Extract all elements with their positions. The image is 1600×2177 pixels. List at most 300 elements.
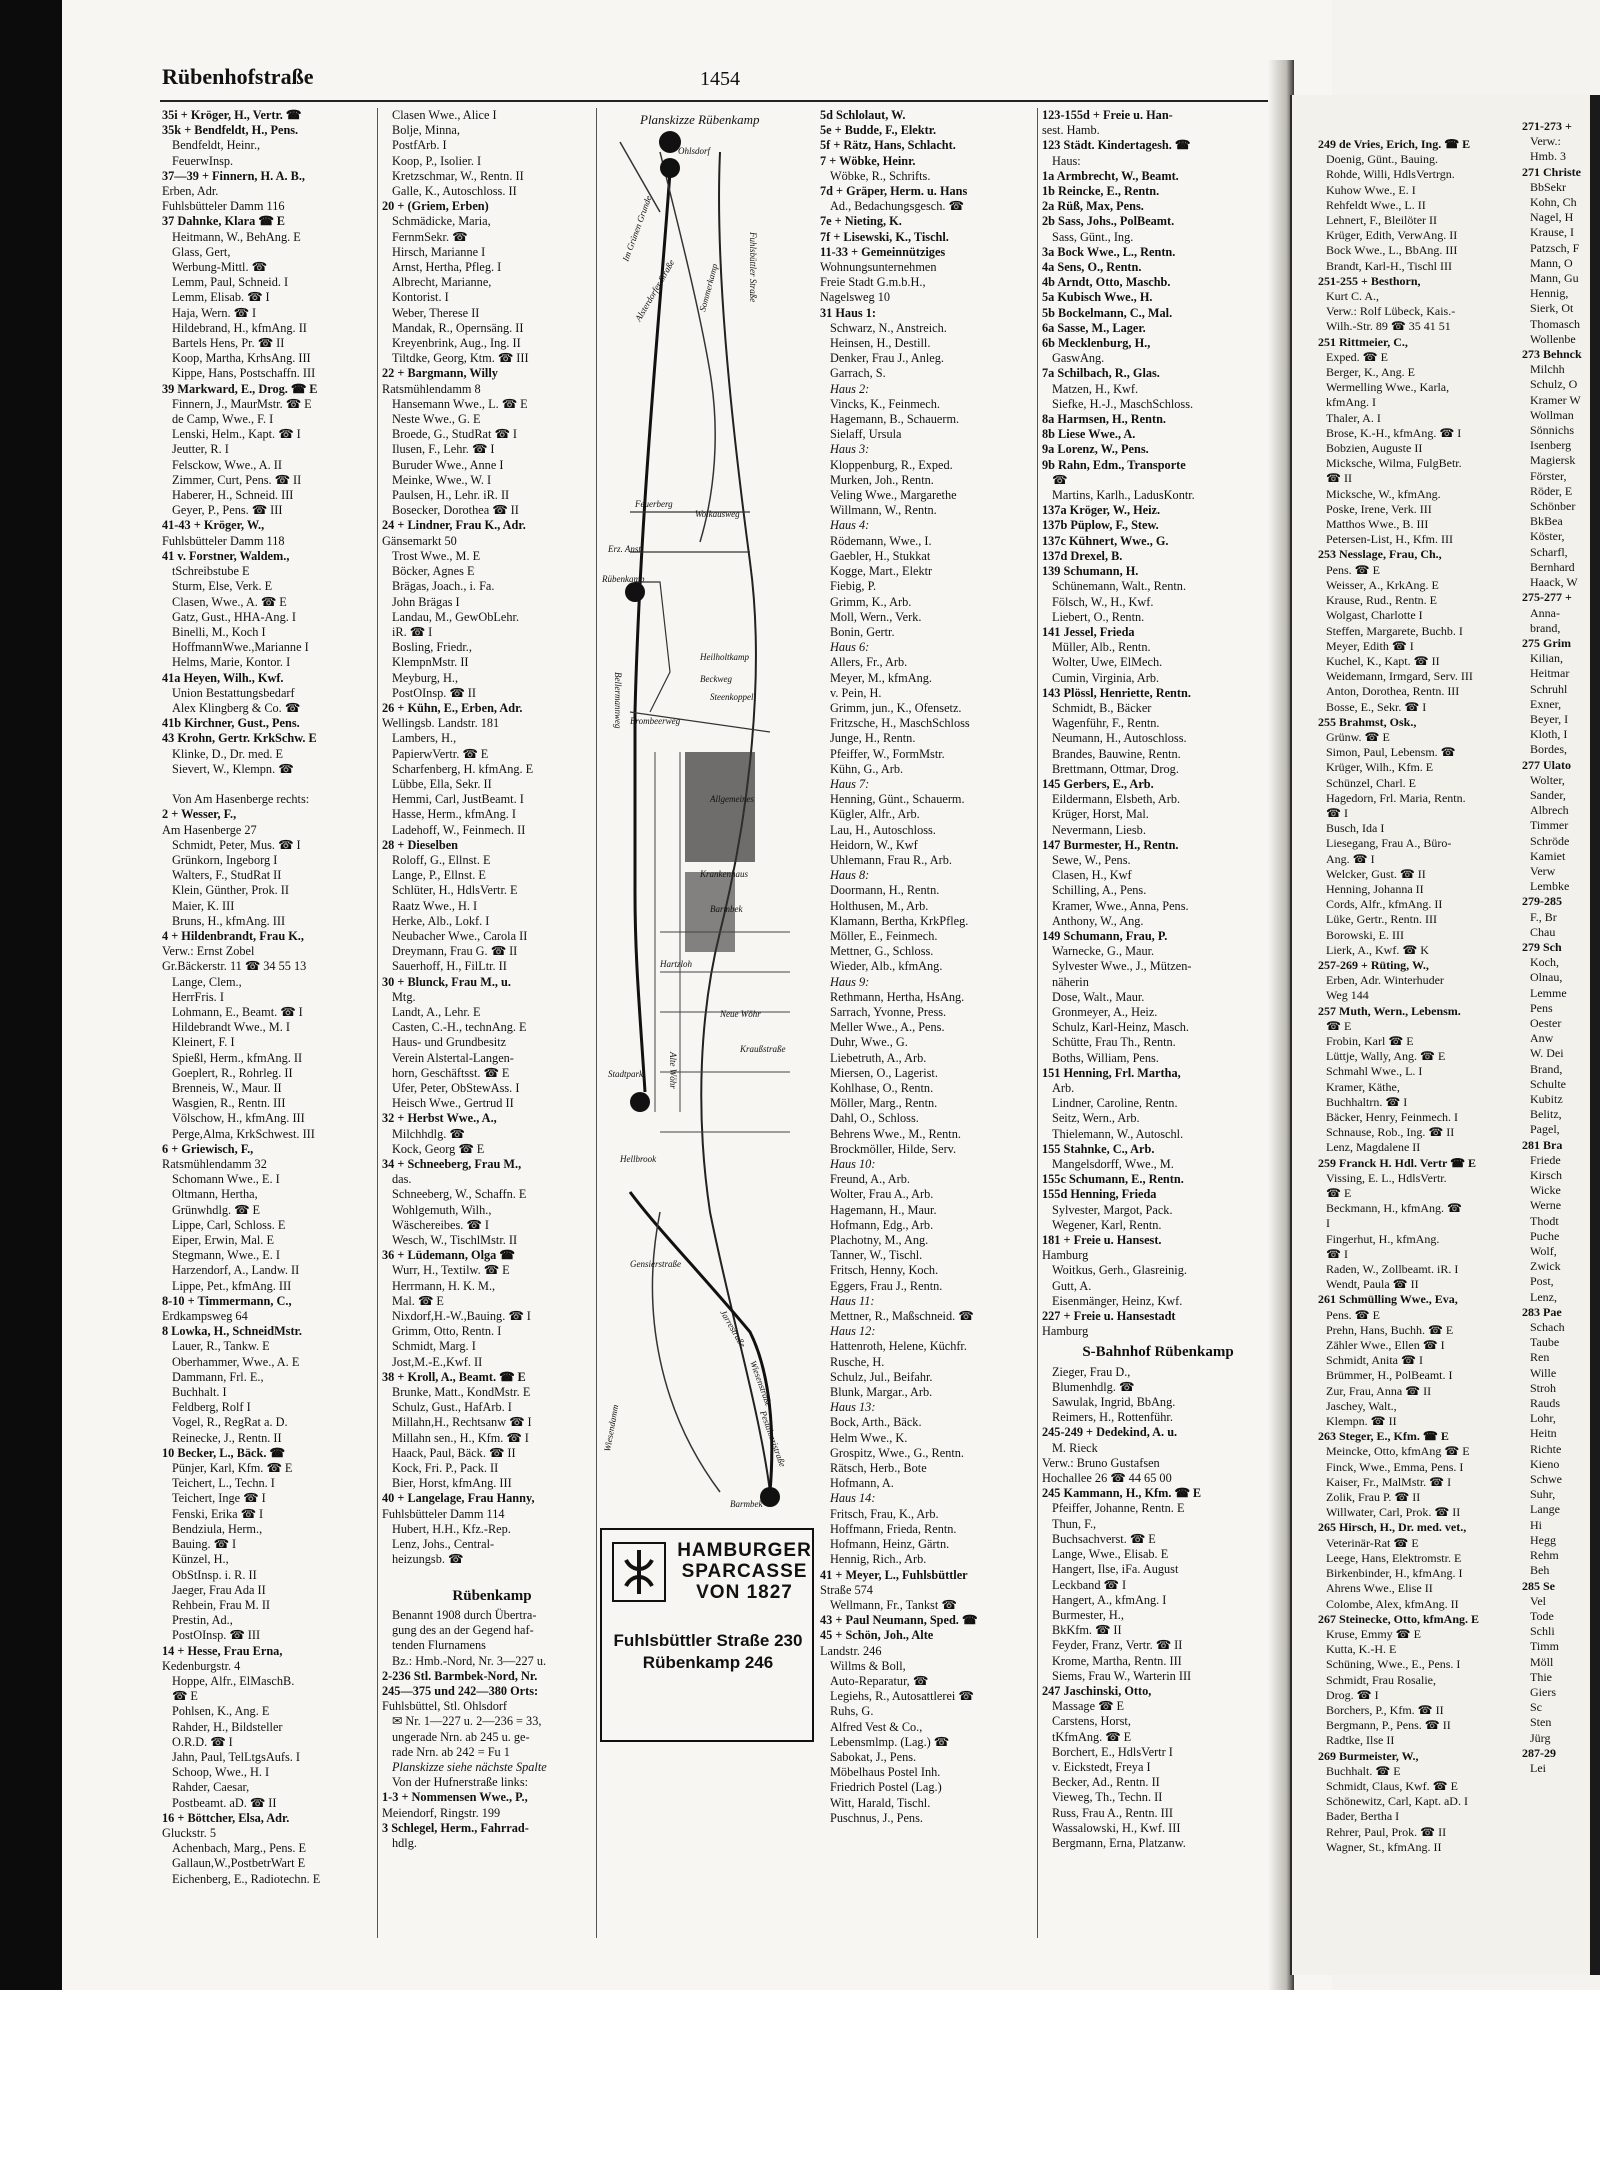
directory-entry: 5b Bockelmann, C., Mal.	[1042, 305, 1173, 320]
map-label: Heilholtkamp	[700, 652, 749, 662]
directory-entry: gung des an der Gegend haf-	[392, 1623, 534, 1638]
directory-entry: Hoppe, Alfr., ElMaschB.	[172, 1673, 295, 1688]
map-label: Fuhlsbüttler Straße	[748, 232, 758, 303]
directory-entry: Rehm	[1530, 1548, 1559, 1563]
blank-margin-bottom	[0, 1990, 1600, 2177]
directory-entry: Weg 144	[1326, 988, 1369, 1003]
directory-entry: 245—375 und 242—380 Orts:	[382, 1683, 539, 1698]
directory-entry: Klein, Günther, Prok. II	[172, 883, 289, 898]
street-heading: S-Bahnhof Rübenkamp	[1082, 1345, 1234, 1361]
directory-entry: hdlg.	[392, 1835, 417, 1850]
directory-entry: Schröde	[1530, 833, 1570, 848]
directory-entry: Schilling, A., Pens.	[1052, 883, 1147, 898]
directory-entry: Bobzien, Auguste II	[1326, 441, 1423, 456]
directory-entry: Jahn, Paul, TelLtgsAufs. I	[172, 1749, 301, 1764]
directory-entry: Wurr, H., Textilw. ☎ E	[392, 1263, 510, 1278]
directory-entry: Lembke	[1530, 879, 1570, 894]
directory-entry: Kramer, Wwe., Anna, Pens.	[1052, 898, 1189, 913]
directory-entry: 39 Markward, E., Drog. ☎ E	[162, 381, 318, 396]
directory-entry: Haus 11:	[830, 1293, 875, 1308]
directory-entry: Raatz Wwe., H. I	[392, 898, 478, 913]
directory-entry: Stegmann, Wwe., E. I	[172, 1248, 281, 1263]
map-label: Wiesendamm	[602, 1403, 621, 1453]
directory-entry: Förster,	[1530, 468, 1567, 483]
directory-entry: Krüger, Wilh., Kfm. E	[1326, 760, 1434, 775]
directory-entry: Rehrer, Paul, Prok. ☎ II	[1326, 1824, 1447, 1839]
directory-entry: Pünjer, Karl, Kfm. ☎ E	[172, 1461, 293, 1476]
directory-entry: Bier, Horst, kfmAng. III	[392, 1476, 512, 1491]
directory-entry: Kügler, Alfr., Arb.	[830, 807, 920, 822]
directory-entry: iR. ☎ I	[392, 624, 433, 639]
directory-entry: 259 Franck H. Hdl. Vertr ☎ E	[1318, 1155, 1477, 1170]
map-label: Wiesenstraße	[748, 1359, 774, 1408]
directory-entry: Bergmann, P., Pens. ☎ II	[1326, 1718, 1451, 1733]
directory-entry: Pfeiffer, Johanne, Rentn. E	[1052, 1501, 1185, 1516]
directory-entry: Finnern, J., MaurMstr. ☎ E	[172, 396, 312, 411]
directory-entry: Millahn sen., H., Kfm. ☎ I	[392, 1430, 529, 1445]
map-title: Planskizze Rübenkamp	[640, 112, 760, 127]
directory-entry: Achenbach, Marg., Pens. E	[172, 1841, 306, 1856]
directory-column-3	[820, 108, 1032, 1938]
directory-entry: Sielaff, Ursula	[830, 427, 902, 442]
directory-entry: Timmer	[1530, 818, 1569, 833]
directory-entry: Kleinert, F. I	[172, 1035, 235, 1050]
directory-entry: Grünwhdlg. ☎ E	[172, 1202, 261, 1217]
directory-entry: Kilian,	[1530, 651, 1563, 666]
directory-entry: Liebert, O., Rentn.	[1052, 609, 1145, 624]
directory-entry: Sylvester, Margot, Pack.	[1052, 1202, 1173, 1217]
directory-entry: v. Pein, H.	[830, 685, 882, 700]
directory-entry: 137c Kühnert, Wwe., G.	[1042, 533, 1169, 548]
directory-entry: Helm Wwe., K.	[830, 1430, 908, 1445]
directory-entry: Planskizze siehe nächste Spalte	[392, 1759, 547, 1774]
directory-entry: Thaler, A. I	[1326, 410, 1381, 425]
directory-entry: Sass, Günt., Ing.	[1052, 229, 1134, 244]
directory-entry: Klinke, D., Dr. med. E	[172, 746, 283, 761]
directory-entry: Sievert, W., Klempn. ☎	[172, 761, 294, 776]
map-label: Feuerberg	[635, 499, 673, 509]
directory-entry: Fingerhut, H., kfmAng.	[1326, 1231, 1440, 1246]
directory-entry: Weber, Therese II	[392, 305, 480, 320]
directory-entry: 9a Lorenz, W., Pens.	[1042, 442, 1149, 457]
directory-entry: 137b Püplow, F., Stew.	[1042, 518, 1159, 533]
directory-entry: Haack, Paul, Bäck. ☎ II	[392, 1445, 516, 1460]
directory-entry: 41b Kirchner, Gust., Pens.	[162, 716, 300, 731]
facing-page-column-1	[1318, 137, 1518, 1855]
directory-entry: Brenneis, W., Maur. II	[172, 1081, 282, 1095]
directory-entry: W. Dei	[1530, 1046, 1564, 1061]
directory-entry: Schnause, Rob., Ing. ☎ II	[1326, 1125, 1455, 1140]
directory-entry: Buchsachverst. ☎ E	[1052, 1531, 1156, 1546]
map-label: Krankenhaus	[700, 869, 748, 879]
directory-entry: Schmädicke, Maria,	[392, 214, 491, 229]
directory-entry: Wagner, St., kfmAng. II	[1326, 1839, 1442, 1854]
directory-entry: Erben, Adr.	[162, 184, 219, 199]
directory-entry: Brandt, Karl-H., Tischl III	[1326, 258, 1452, 273]
directory-entry: Kuhow Wwe., E. I	[1326, 182, 1416, 197]
directory-entry: Leege, Hans, Elektromstr. E	[1326, 1550, 1462, 1565]
directory-entry: Lüttje, Wally, Ang. ☎ E	[1326, 1049, 1446, 1064]
directory-entry: Richte	[1530, 1441, 1562, 1456]
directory-entry: Bäcker, Henry, Feinmech. I	[1326, 1110, 1459, 1124]
directory-entry: Kontorist. I	[392, 290, 449, 305]
directory-entry: Böcker, Agnes E	[392, 564, 475, 579]
directory-entry: Plachotny, M., Ang.	[830, 1233, 929, 1248]
directory-entry: Verein Alstertal-Langen-	[392, 1050, 514, 1065]
directory-entry: Berger, K., Ang. E	[1326, 365, 1415, 380]
directory-entry: Jaeger, Frau Ada II	[172, 1582, 266, 1597]
directory-entry: Lemm, Elisab. ☎ I	[172, 290, 270, 305]
directory-entry: Clasen, H., Kwf	[1052, 868, 1132, 883]
directory-entry: Scharfl,	[1530, 544, 1568, 559]
directory-entry: Haus 8:	[830, 868, 870, 883]
directory-entry: Haus 4:	[830, 518, 870, 533]
directory-entry: Kreyenbrink, Aug., Ing. II	[392, 336, 521, 351]
directory-entry: Wassalowski, H., Kwf. III	[1052, 1820, 1181, 1835]
directory-entry: Gaebler, H., Stukkat	[830, 548, 931, 563]
directory-entry: Bosse, E., Sekr. ☎ I	[1326, 699, 1427, 714]
map-label: Allgemeines	[710, 794, 754, 804]
directory-entry: Lau, H., Autoschloss.	[830, 822, 936, 837]
directory-entry: Holthusen, M., Arb.	[830, 898, 929, 913]
directory-entry: Kamiet	[1530, 848, 1566, 863]
directory-entry: 139 Schumann, H.	[1042, 564, 1139, 579]
directory-entry: Wolf,	[1530, 1244, 1557, 1259]
directory-entry: Uhlemann, Frau R., Arb.	[830, 852, 952, 867]
directory-entry: Hagemann, B., Schauerm.	[830, 412, 960, 427]
directory-entry: Olnau,	[1530, 970, 1563, 985]
directory-entry: Tanner, W., Tischl.	[830, 1248, 923, 1263]
scanner-edge-right	[1590, 95, 1600, 1975]
directory-entry: O.R.D. ☎ I	[172, 1734, 233, 1749]
directory-entry: 277 Ulato	[1522, 757, 1571, 772]
directory-entry: 22 + Bargmann, Willy	[382, 366, 498, 381]
directory-entry: Sc	[1530, 1700, 1542, 1715]
map-label: Hellbrook	[620, 1154, 657, 1164]
directory-entry: Hansemann Wwe., L. ☎ E	[392, 396, 528, 411]
directory-entry: Denker, Frau J., Anleg.	[830, 351, 944, 366]
directory-entry: Wollenbe	[1530, 331, 1576, 346]
directory-entry: Drog. ☎ I	[1326, 1687, 1379, 1702]
directory-entry: Grimm, K., Arb.	[830, 594, 912, 609]
directory-entry: Rätsch, Herb., Bote	[830, 1461, 927, 1476]
directory-entry: Teichert, L., Techn. I	[172, 1476, 275, 1491]
directory-entry: 283 Pae	[1522, 1304, 1562, 1319]
directory-entry: Wäschereibes. ☎ I	[392, 1217, 489, 1232]
directory-entry: Wicke	[1530, 1183, 1561, 1198]
directory-entry: Rusche, H.	[830, 1354, 885, 1369]
map-label: Brombeerweg	[630, 716, 681, 726]
directory-entry: Leckband ☎ I	[1052, 1577, 1127, 1592]
directory-entry: Fenski, Erika ☎ I	[172, 1506, 264, 1521]
directory-entry: Wieder, Alb., kfmAng.	[830, 959, 943, 974]
directory-entry: 8-10 + Timmermann, C.,	[162, 1293, 292, 1308]
directory-entry: Krause, I	[1530, 225, 1574, 240]
directory-entry: de Camp, Wwe., F. I	[172, 412, 274, 427]
directory-entry: Arb.	[1052, 1081, 1075, 1095]
directory-entry: Mettner, R., Maßschneid. ☎	[830, 1309, 974, 1324]
directory-entry: Kaiser, Fr., MalMstr. ☎ I	[1326, 1474, 1452, 1489]
directory-entry: Busch, Ida I	[1326, 821, 1385, 836]
directory-entry: Albrech	[1530, 803, 1569, 818]
directory-entry: Lei	[1530, 1760, 1546, 1775]
directory-entry: 143 Plössl, Henriette, Rentn.	[1042, 685, 1191, 700]
directory-entry: Hangert, A., kfmAng. I	[1052, 1592, 1167, 1607]
directory-entry: Schönewitz, Carl, Kapt. aD. I	[1326, 1794, 1468, 1809]
directory-entry: ObStInsp. i. R. II	[172, 1567, 257, 1582]
map-label: Bellermannweg	[613, 672, 623, 729]
directory-entry: das.	[392, 1172, 412, 1187]
directory-entry: Schwe	[1530, 1472, 1562, 1487]
directory-entry: 37—39 + Finnern, H. A. B.,	[162, 168, 305, 183]
directory-entry: Sylvester Wwe., J., Mützen-	[1052, 959, 1192, 974]
directory-entry: ☎ II	[1326, 471, 1352, 486]
directory-entry: Lehnert, F., Bleilöter II	[1326, 213, 1438, 228]
directory-entry: Schmidt, Marg. I	[392, 1339, 476, 1354]
directory-entry: Schulte	[1530, 1076, 1566, 1091]
directory-entry: Spießl, Herm., kfmAng. II	[172, 1050, 303, 1065]
directory-entry: Lohr,	[1530, 1411, 1556, 1426]
directory-entry: Schütte, Frau Th., Rentn.	[1052, 1035, 1176, 1050]
map-label: Hartzloh	[660, 959, 693, 969]
directory-entry: 8b Liese Wwe., A.	[1042, 427, 1136, 442]
directory-entry: Miersen, O., Lagerist.	[830, 1065, 938, 1080]
directory-entry: 4a Sens, O., Rentn.	[1042, 260, 1142, 275]
directory-entry: Rahder, Caesar,	[172, 1780, 250, 1795]
directory-entry: Nagelsweg 10	[820, 290, 891, 305]
directory-entry: Matthos Wwe., B. III	[1326, 517, 1429, 532]
directory-entry: Rauds	[1530, 1396, 1560, 1411]
s-bahn-barmbek-icon	[760, 1487, 780, 1507]
directory-entry: Bock, Arth., Bäck.	[830, 1415, 922, 1430]
directory-entry: Brose, K.-H., kfmAng. ☎ I	[1326, 425, 1462, 440]
map-label: Ohlsdorf	[678, 146, 711, 156]
directory-entry: Kippe, Hans, Postschaffn. III	[172, 366, 316, 381]
directory-entry: Tiltdke, Georg, Ktm. ☎ III	[392, 351, 529, 366]
directory-entry: Feyder, Franz, Vertr. ☎ II	[1052, 1638, 1183, 1653]
directory-entry: Timm	[1530, 1639, 1559, 1654]
directory-entry: 281 Bra	[1522, 1137, 1563, 1152]
directory-entry: Haus 2:	[830, 381, 870, 396]
directory-entry: 4b Arndt, Otto, Maschb.	[1042, 275, 1171, 290]
directory-entry: Garrach, S.	[830, 366, 886, 381]
directory-entry: Lenz, Magdalene II	[1326, 1140, 1421, 1155]
directory-entry: 181 + Freie u. Hansest.	[1042, 1233, 1162, 1248]
directory-entry: 271 Christe	[1522, 164, 1581, 179]
directory-entry: Hennig,	[1530, 286, 1569, 301]
directory-entry: Anton, Dorothea, Rentn. III	[1326, 684, 1460, 699]
directory-entry: Lauer, R., Tankw. E	[172, 1339, 270, 1354]
directory-entry: Massage ☎ E	[1052, 1699, 1125, 1714]
directory-entry: 145 Gerbers, E., Arb.	[1042, 776, 1154, 791]
directory-entry: Witt, Harald, Tischl.	[830, 1795, 931, 1810]
s-bahn-ohlsdorf-icon	[660, 158, 680, 178]
directory-entry: Schlüter, H., HdlsVertr. E	[392, 883, 518, 898]
directory-entry: Bz.: Hmb.-Nord, Nr. 3—227 u.	[392, 1653, 547, 1668]
column-divider	[1037, 108, 1038, 1938]
directory-entry: Magiersk	[1530, 453, 1576, 468]
directory-entry: Klamann, Bertha, KrkPfleg.	[830, 913, 969, 928]
directory-entry: Verw.: Ernst Zobel	[162, 944, 255, 959]
directory-entry: Thie	[1530, 1669, 1552, 1684]
facing-page	[1290, 95, 1600, 1975]
directory-entry: 155 Stahnke, C., Arb.	[1042, 1141, 1155, 1156]
street-heading: Rübenkamp	[452, 1588, 532, 1604]
directory-entry: Meinke, Wwe., W. I	[392, 472, 492, 487]
directory-entry: Schoop, Wwe., H. I	[172, 1765, 270, 1780]
directory-entry: Meiendorf, Ringstr. 199	[382, 1805, 501, 1820]
directory-entry: Ladehoff, W., Feinmech. II	[392, 822, 526, 837]
directory-entry: Hemmi, Carl, JustBeamt. I	[392, 792, 524, 807]
directory-entry: Clasen, Wwe., A. ☎ E	[172, 594, 287, 609]
directory-entry: Geyer, P., Pens. ☎ III	[172, 503, 283, 518]
directory-entry: ☎ E	[172, 1689, 198, 1704]
directory-entry: Hildebrandt Wwe., M. I	[172, 1020, 290, 1035]
directory-entry: Haus 7:	[830, 776, 870, 791]
directory-entry: Fuhlsbütteler Damm 118	[162, 533, 285, 548]
directory-entry: Kloppenburg, R., Exped.	[830, 457, 953, 472]
directory-entry: Krome, Martha, Rentn. III	[1052, 1653, 1182, 1668]
directory-entry: 8 Lowka, H., SchneidMstr.	[162, 1324, 302, 1339]
directory-entry: Mandak, R., Opernsäng. II	[392, 320, 524, 335]
directory-entry: Kedenburgstr. 4	[162, 1658, 241, 1673]
directory-entry: Brettmann, Ottmar, Drog.	[1052, 761, 1179, 776]
scanner-edge-left	[0, 0, 62, 2000]
directory-entry: Maier, K. III	[172, 898, 235, 913]
directory-entry: Klempn. ☎ II	[1326, 1414, 1397, 1429]
directory-entry: Vissing, E. L., HdlsVertr.	[1326, 1170, 1447, 1185]
directory-entry: BbSekr	[1530, 179, 1566, 194]
directory-entry: 16 + Böttcher, Elsa, Adr.	[162, 1810, 290, 1825]
directory-entry: 267 Steinecke, Otto, kfmAng. E	[1318, 1611, 1479, 1626]
directory-entry: 34 + Schneeberg, Frau M.,	[382, 1157, 522, 1172]
directory-entry: 41a Heyen, Wilh., Kwf.	[162, 670, 284, 685]
directory-entry: Dose, Walt., Maur.	[1052, 989, 1145, 1004]
directory-entry: Tode	[1530, 1608, 1554, 1623]
directory-entry: Ruhs, G.	[830, 1704, 874, 1719]
directory-entry: Birkenbinder, H., kfmAng. I	[1326, 1566, 1463, 1581]
directory-entry: Wellmann, Fr., Tankst ☎	[830, 1597, 957, 1612]
directory-entry: Rehfeldt Wwe., L. II	[1326, 197, 1426, 212]
directory-entry: Beckmann, H., kfmAng. ☎	[1326, 1201, 1462, 1216]
directory-entry: Hirsch, Marianne I	[392, 244, 486, 259]
directory-entry: 263 Steger, E., Kfm. ☎ E	[1318, 1429, 1449, 1444]
directory-entry: Hagedorn, Frl. Maria, Rentn.	[1326, 790, 1466, 805]
directory-entry: 8a Harmsen, H., Rentn.	[1042, 412, 1166, 427]
advert-address	[608, 1630, 808, 1674]
directory-entry: Feldberg, Rolf I	[172, 1400, 251, 1415]
directory-entry: Landau, M., GewObLehr.	[392, 609, 520, 624]
directory-entry: 257-269 + Rüting, W.,	[1318, 957, 1429, 972]
directory-entry: KlempnMstr. II	[392, 655, 469, 670]
directory-entry: Frobin, Karl ☎ E	[1326, 1033, 1414, 1048]
directory-entry: Gr.Bäckerstr. 11 ☎ 34 55 13	[162, 959, 307, 974]
directory-entry: Friedrich Postel (Lag.)	[830, 1780, 942, 1795]
directory-entry: Schmidt, Peter, Mus. ☎ I	[172, 837, 301, 852]
directory-entry: Union Bestattungsbedarf	[172, 685, 295, 700]
directory-entry: Kohn, Ch	[1530, 195, 1577, 210]
directory-entry: Koch,	[1530, 955, 1559, 970]
map-label: Stadtpark	[608, 1069, 643, 1079]
directory-entry: Post,	[1530, 1274, 1554, 1289]
directory-entry: Micksche, Wilma, FulgBetr.	[1326, 456, 1462, 471]
directory-entry: Haus 6:	[830, 640, 870, 655]
directory-entry: Neubacher Wwe., Carola II	[392, 928, 528, 943]
directory-entry: Schmidt, Anita ☎ I	[1326, 1353, 1423, 1368]
directory-entry: Prehn, Hans, Buchh. ☎ E	[1326, 1322, 1454, 1337]
directory-entry: 36 + Lüdemann, Olga ☎	[382, 1248, 515, 1263]
directory-entry: 41-43 + Kröger, W.,	[162, 518, 265, 533]
directory-entry: Haja, Wern. ☎ I	[172, 305, 257, 320]
directory-entry: Schach	[1530, 1320, 1565, 1335]
directory-entry: Kubitz	[1530, 1092, 1563, 1106]
directory-entry: brand,	[1530, 620, 1561, 635]
directory-entry: Becker, Ad., Rentn. II	[1052, 1775, 1160, 1790]
directory-entry: Wolter, Frau A., Arb.	[830, 1187, 934, 1202]
directory-entry: 279-285	[1522, 894, 1562, 909]
directory-entry: Müller, Alb., Rentn.	[1052, 640, 1151, 655]
directory-entry: PostOInsp. ☎ II	[392, 685, 476, 700]
directory-entry: FernmSekr. ☎	[392, 229, 468, 244]
directory-entry: 137d Drexel, B.	[1042, 548, 1123, 563]
directory-entry: Schomann Wwe., E. I	[172, 1172, 280, 1187]
directory-entry: Milchh	[1530, 362, 1565, 377]
directory-entry: Lippe, Carl, Schloss. E	[172, 1217, 286, 1232]
directory-entry: 7e + Nieting, K.	[820, 214, 902, 229]
directory-entry	[162, 777, 374, 792]
directory-entry: Nevermann, Liesb.	[1052, 822, 1146, 837]
directory-entry: 285 Se	[1522, 1578, 1555, 1593]
directory-entry: Möbelhaus Postel Inh.	[830, 1765, 941, 1780]
directory-entry: Ilusen, F., Lehr. ☎ I	[392, 442, 495, 457]
directory-entry: Schmidt, Frau Rosalie,	[1326, 1672, 1436, 1687]
map-label: Alte Wöhr	[668, 1052, 678, 1089]
directory-entry: Koop, Martha, KrhsAng. III	[172, 351, 311, 366]
directory-entry: Rohde, Willi, HdlsVertrgn.	[1326, 167, 1455, 182]
directory-entry: Lemm, Paul, Schneid. I	[172, 275, 289, 290]
directory-entry: 287-29	[1522, 1745, 1556, 1760]
directory-entry: Gronmeyer, A., Heiz.	[1052, 1004, 1158, 1019]
directory-entry: Veterinär-Rat ☎ E	[1326, 1535, 1419, 1550]
directory-entry: 7a Schilbach, R., Glas.	[1042, 366, 1160, 381]
directory-entry: Willms & Boll,	[830, 1658, 906, 1673]
directory-entry: ☎ E	[1326, 1018, 1352, 1033]
directory-entry: Doenig, Günt., Bauing.	[1326, 152, 1438, 167]
s-bahn-stadtpark-icon	[630, 1092, 650, 1112]
directory-entry: näherin	[1052, 974, 1089, 989]
directory-entry: 2a Rüß, Max, Pens.	[1042, 199, 1144, 214]
directory-entry: Oester	[1530, 1015, 1562, 1030]
directory-entry: 20 + (Griem, Erben)	[382, 199, 489, 214]
directory-entry: Lange	[1530, 1502, 1560, 1517]
directory-entry: 1b Reincke, E., Rentn.	[1042, 184, 1160, 199]
directory-entry: Gallaun,W.,PostbetrWart E	[172, 1856, 306, 1871]
directory-entry: PapierwVertr. ☎ E	[392, 746, 489, 761]
directory-entry: Fuhlsbütteler Damm 114	[382, 1506, 505, 1521]
directory-entry: Anw	[1530, 1031, 1554, 1046]
directory-entry: Röder, E	[1530, 483, 1573, 498]
directory-entry: Heitn	[1530, 1426, 1557, 1441]
directory-entry: Arnst, Hertha, Pfleg. I	[392, 260, 502, 275]
directory-entry: Bonin, Gertr.	[830, 624, 895, 639]
map-label: Neue Wöhr	[720, 1009, 761, 1019]
directory-entry: Sander,	[1530, 787, 1566, 802]
directory-entry: Hochallee 26 ☎ 44 65 00	[1042, 1471, 1172, 1486]
map-label: Barmbek	[730, 1499, 763, 1509]
directory-entry: F., Br	[1530, 909, 1557, 924]
directory-entry: Schünzel, Charl. E	[1326, 775, 1416, 790]
directory-entry: Haus 3:	[830, 442, 870, 457]
